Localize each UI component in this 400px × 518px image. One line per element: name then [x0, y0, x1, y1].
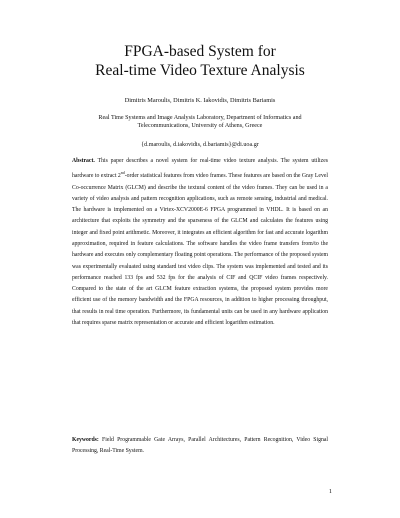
abstract [72, 156, 328, 329]
paper-title [40, 42, 360, 80]
title-line-1: FPGA-based System for [124, 43, 276, 60]
affiliation-line-1: Real Time Systems and Image Analysis Laboratory, Department of Informatics and [98, 115, 302, 121]
keywords [72, 435, 328, 458]
author-emails: {d.maroulis, d.iakovidis, d.bariamis}@di.uoa.gr [141, 142, 259, 148]
affiliation [55, 114, 345, 130]
abstract-text-2: -order statistical features from video frames. These features are based on the Gray Level Co-occurrence Matrix (GLCM) and describe the textural content of the video frames. They can be used in a variety of video analysis and pattern recognition applications, such as remote sensing, industrial and medical. The hardware is implemented on a Virtex-XCV2000E-6 FPGA programmed in VHDL. It is based on an architecture that exploits the symmetry and the sparseness of the GLCM and calculates the features using integer and fixed point arithmetic. Moreover, it integrates an efficient algorithm for fast and accurate logarithm approximation, required in feature calculations. The software handles the video frame transfers from/to the hardware and executes only complementary floating point operations. The performance of the proposed system was experimentally evaluated using standard test video clips. The system was implemented and tested and its performance reached 133 fps and 532 fps for the analysis of CIF and QCIF video frames respectively. Compared to the state of the art GLCM feature extraction systems, the proposed system provides more efficient use of the memory bandwidth and the FPGA resources, in addition to higher processing throughput, that results in real time operation. Furthermore, its fundamental units can be used in any hardware application that requires sparse matrix representation or accurate and efficient logarithm estimation. [72, 173, 329, 327]
abstract-superscript: nd [120, 170, 125, 176]
affiliation-line-2: Telecommunications, University of Athens, Greece [137, 123, 263, 129]
keywords-label: Keywords: [72, 437, 99, 443]
author-list: Dimitris Maroulis, Dimitris K. Iakovidis, Dimitris Bariamis [124, 97, 276, 104]
page-number: 1 [328, 488, 332, 495]
title-line-2: Real-time Video Texture Analysis [95, 62, 305, 79]
keywords-text: Field Programmable Gate Arrays, Parallel Architectures, Pattern Recognition, Video Signal Processing, Real-Time System. [72, 437, 328, 455]
abstract-label: Abstract. [72, 158, 95, 164]
abstract-text-1: This paper describes a novel system for real-time video texture analysis. The system utilizes hardware to extract 2 [72, 158, 328, 180]
